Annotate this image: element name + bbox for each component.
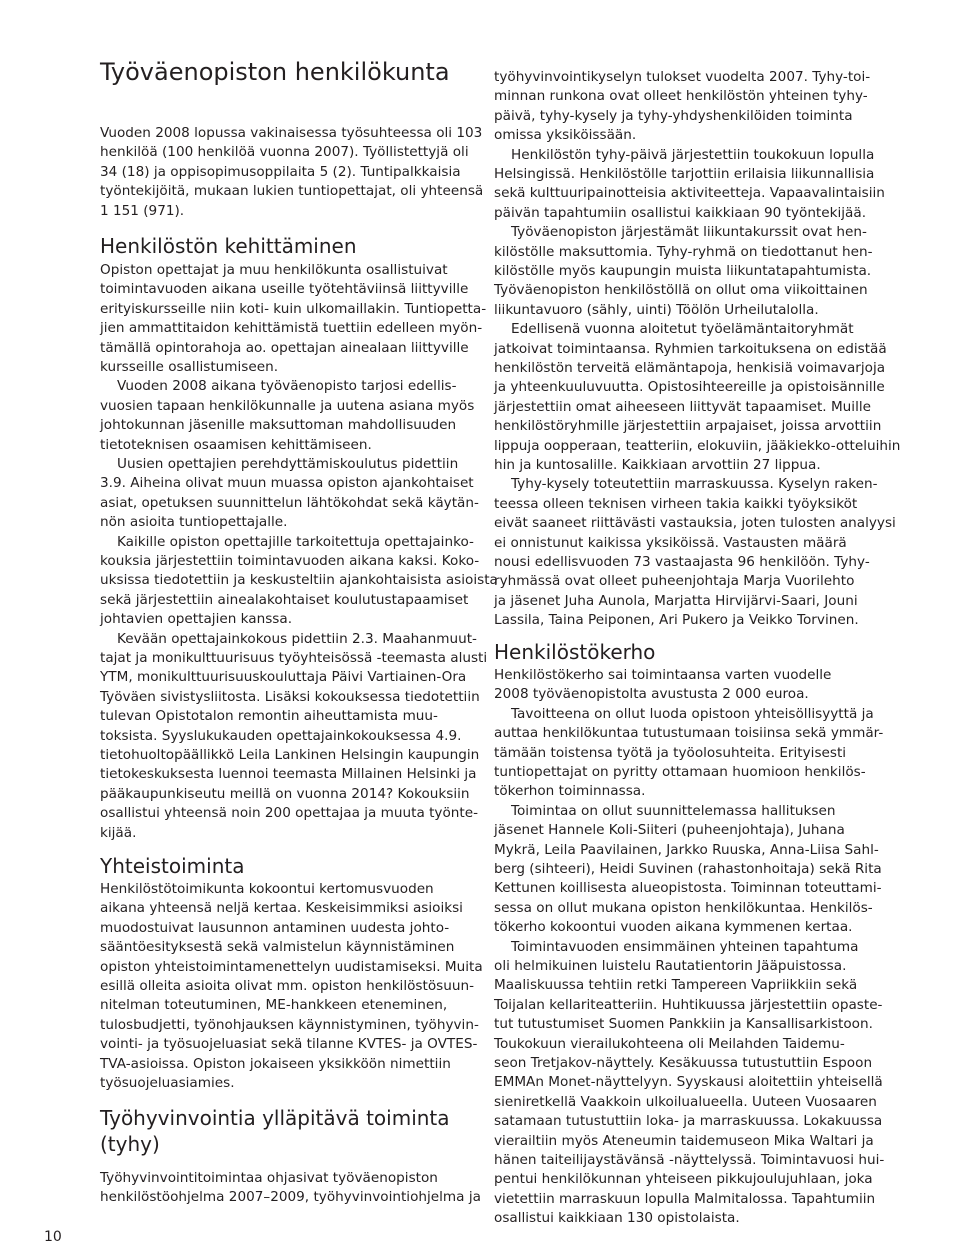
text-line: Lassila, Taina Peiponen, Ari Pukero ja Veikko Torvinen. — [494, 612, 859, 629]
text-line: sääntöesityksestä sekä valmistelun käynnistäminen — [100, 939, 455, 956]
section-heading-kerho: Henkilöstökerho — [494, 640, 656, 664]
text-line: kilöstölle myös kaupungin muista liikuntatapahtumista. — [494, 263, 872, 279]
text-line: 2008 työväenopistolta avustusta 2 000 euroa. — [494, 686, 809, 703]
text-line: erityiskursseille niin koti- kuin ulkomaillakin. Tuntiopetta- — [100, 300, 487, 317]
text-line: ja yhteenkuuluvuutta. Opistosihteereille ja opistoisännille — [494, 379, 885, 396]
text-line: päivä, tyhy-kysely ja tyhy-yhdyshenkilöiden toiminta — [494, 107, 853, 124]
text-line: Toimintaa on ollut suunnittelemassa hallituksen — [511, 802, 836, 819]
text-line: vierailtiin myös Ateneumin taidemuseon Mika Waltari ja — [494, 1132, 874, 1149]
text-line: satamaan tutustuttiin loka- ja marraskuussa. Lokakuussa — [494, 1113, 883, 1130]
text-line: päivän tapahtumiin osallistui kaikkiaan 90 työntekijää. — [494, 204, 867, 221]
text-line: jäsenet Hannele Koli-Siiteri (puheenjohtaja), Juhana — [494, 822, 845, 839]
text-line: sieniretkellä Vaakkoin ulkoilualueella. Uuteen Vuosaaren — [494, 1093, 877, 1110]
text-line: järjestettiin omat aiheeseen liittyvät tapaamiset. Muille — [494, 398, 871, 415]
text-line: osallistui kaikkiaan 130 opistolaista. — [494, 1210, 740, 1227]
text-line: eivät saaneet riittävästi vastauksia, joten tulosten analyysi — [494, 515, 896, 532]
text-line: teessa olleen teknisen virheen takia kaikki työyksiköt — [494, 495, 858, 512]
text-line: ei onnistunut kaikissa yksiköissä. Vastausten määrä — [494, 534, 847, 551]
text-line: Tavoitteena on ollut luoda opistoon yhteisöllisyyttä ja — [511, 705, 874, 722]
text-line: YTM, monikulttuurisuuskouluttaja Päivi Vartiainen-Ora — [100, 669, 467, 686]
text-line: tämään toistensa työtä ja työolosuhteita. Erityisesti — [494, 744, 847, 761]
text-line: kilöstölle maksuttomia. Tyhy-ryhmä on tiedottanut hen- — [494, 243, 873, 260]
text-line: omissa yksiköissään. — [494, 127, 637, 144]
text-line: 34 (18) ja oppisopimusoppilaita 5 (2). Tuntipalkkaisia — [100, 163, 461, 180]
section-heading-tyhy: Työhyvinvointia ylläpitävä toiminta — [100, 1106, 450, 1130]
text-line: työntekijöitä, mukaan lukien tuntiopettajat, oli yhteensä — [100, 183, 484, 200]
text-line: henkilöstöryhmille järjestettiin arpajaiset, joissa arvottiin — [494, 418, 882, 435]
text-line: TVA-asioissa. Opiston jokaiseen yksikköön nimettiin — [100, 1055, 451, 1072]
text-line: lippuja oopperaan, teatteriin, elokuviin, jääkiekko-otteluihin — [494, 437, 901, 454]
text-line: tökerho kokoontui vuoden aikana kymmenen kertaa. — [494, 919, 853, 936]
text-line: tuntiopettajat on pyritty ottamaan huomioon henkilös- — [494, 764, 866, 780]
text-line: tietohuoltopäällikkö Leila Lankinen Helsingin kaupungin — [100, 747, 480, 763]
text-line: sekä järjestettiin ainealakohtaiset koulutustapaamiset — [100, 591, 469, 608]
text-line: Toijalan kellariteatteriin. Huhtikuussa järjestettiin opaste- — [494, 996, 883, 1013]
text-line: tietokeskuksesta luennoi teemasta Millainen Helsinki ja — [100, 766, 477, 783]
page-number: 10 — [44, 1229, 62, 1245]
text-line: oli helmikuinen luistelu Rautatientorin Jääpuistossa. — [494, 958, 847, 974]
text-line: tietoteknisen osaamisen kehittämiseen. — [100, 436, 372, 453]
text-line: nousi edellisvuoden 73 vastaajasta 96 henkilöön. Tyhy- — [494, 554, 870, 570]
text-line: tökerhon toiminnassa. — [494, 783, 646, 800]
text-line: henkilöstöohjelma 2007–2009, työhyvinvointiohjelma ja — [100, 1189, 481, 1206]
text-line: tut tutustumiset Suomen Pankkiin ja Kansallisarkistoon. — [494, 1016, 873, 1033]
text-line: Uusien opettajien perehdyttämiskoulutus pidettiin — [117, 456, 459, 472]
text-line: kouksia järjestettiin toimintavuoden aikana kaksi. Koko- — [100, 553, 480, 569]
text-line: Vuoden 2008 lopussa vakinaisessa työsuhteessa oli 103 — [100, 125, 483, 141]
text-line: hin ja kuntosalille. Kaikkiaan arvottiin 27 lippua. — [494, 457, 821, 473]
text-line: vointi- ja työsuojeluasiat sekä tilanne KVTES- ja OVTES- — [100, 1036, 478, 1053]
text-line: Toimintavuoden ensimmäinen yhteinen tapahtuma — [511, 938, 859, 955]
text-line: tulosbudjetti, työnohjauksen käynnistyminen, työhyvin- — [100, 1016, 479, 1033]
text-line: Toukokuun vierailukohteena oli Meilahden Taidemu- — [494, 1035, 845, 1052]
text-line: liikuntavuoro (sähly, uinti) Töölön Urheilutalolla. — [494, 301, 819, 318]
section-heading-tyhy-abbr: (tyhy) — [100, 1132, 160, 1156]
text-line: vuosien tapaan henkilökunnalle ja uutena asiana myös — [100, 397, 475, 414]
text-line: henkilöä (100 henkilöä vuonna 2007). Työllistettyjä oli — [100, 144, 469, 161]
text-line: ryhmässä ovat olleet puheenjohtaja Marja Vuorilehto — [494, 573, 855, 590]
text-line: työsuojeluasiamies. — [100, 1075, 235, 1091]
text-line: Vuoden 2008 aikana työväenopisto tarjosi edellis- — [117, 378, 457, 395]
text-line: hänen taiteilijaystävänsä -näyttelyssä. Toimintavuosi hui- — [494, 1152, 885, 1168]
text-line: jien ammattitaidon kehittämistä tuettiin edelleen myön- — [100, 320, 483, 337]
text-line: 1 151 (971). — [100, 202, 185, 219]
text-line: Helsingissä. Henkilöstölle tarjottiin erilaisia liikunnallisia — [494, 166, 875, 182]
text-line: kursseille osallistumiseen. — [100, 359, 279, 375]
text-line: Maaliskuussa tehtiin retki Tampereen Vapriikkiin sekä — [494, 977, 858, 994]
text-line: nitelman toteutuminen, ME-hankkeen eteneminen, — [100, 997, 448, 1014]
section-heading-yhteistoiminta: Yhteistoiminta — [100, 854, 245, 878]
text-line: aikana yhteensä neljä kertaa. Keskeisimmiksi asioiksi — [100, 900, 463, 917]
text-line: osallistui yhteensä noin 200 opettajaa ja muuta työnte- — [100, 805, 479, 822]
text-line: työhyvinvointikyselyn tulokset vuodelta 2007. Tyhy-toi- — [494, 69, 871, 85]
text-line: 3.9. Aiheina olivat muun muassa opiston ajankohtaiset — [100, 475, 474, 492]
text-line: Työväenopiston järjestämät liikuntakurssit ovat hen- — [511, 224, 867, 241]
text-line: Edellisenä vuonna aloitetut työelämäntaitoryhmät — [511, 321, 854, 338]
text-line: kijää. — [100, 824, 137, 841]
text-line: esillä olleita asioita olivat mm. opiston henkilöstösuun- — [100, 978, 474, 994]
text-line: sessa on ollut mukana opiston henkilökuntaa. Henkilös- — [494, 899, 873, 916]
text-line: toksista. Syyslukukauden opettajainkokouksessa 4.9. — [100, 727, 462, 744]
text-line: henkilöstön terveitä elämäntapoja, henkisiä voimavarjoja — [494, 360, 886, 376]
text-line: tulevan Opistotalon remontin aiheuttamista muu- — [100, 708, 438, 725]
text-line: pääkaupunkiseutu meillä on vuonna 2014? Kokouksiin — [100, 785, 470, 802]
text-line: nön asioita tuntiopettajalle. — [100, 514, 288, 531]
text-line: seon Tretjakov-näyttely. Kesäkuussa tutustuttiin Espoon — [494, 1055, 873, 1071]
text-line: berg (sihteeri), Heidi Suvinen (rahastonhoitaja) sekä Rita — [494, 861, 882, 877]
page-title: Työväenopiston henkilökunta — [100, 58, 450, 86]
text-line: Henkilöstötoimikunta kokoontui kertomusvuoden — [100, 881, 434, 897]
text-line: Mykrä, Leila Paavilainen, Jarkko Ruuska, Anna-Liisa Sahl- — [494, 841, 879, 858]
text-line: Työväen sivistysliitosta. Lisäksi kokouksessa tiedotettiin — [100, 688, 480, 705]
text-line: Kettunen koillisesta alueopistosta. Toiminnan toteuttami- — [494, 880, 882, 897]
text-line: toimintavuoden aikana useille työtehtäviinsä liittyville — [100, 281, 469, 298]
text-line: asiat, opetuksen suunnittelun lähtökohdat sekä käytän- — [100, 494, 479, 511]
text-line: sekä kulttuuripainotteisia aktiviteetteja. Vapaavalintaisiin — [494, 185, 885, 202]
text-line: Työväenopiston henkilöstöllä on ollut oma viikoittainen — [494, 282, 868, 299]
text-line: auttaa henkilökuntaa tutustumaan toisiinsa sekä ymmär- — [494, 725, 884, 742]
section-heading-kehittaminen: Henkilöstön kehittäminen — [100, 234, 357, 258]
text-line: pentui henkilökunnan yhteiseen pikkujoulujuhlaan, joka — [494, 1171, 873, 1188]
text-line: muodostuivat lausunnon antaminen uudesta johto- — [100, 919, 450, 936]
text-line: ja jäsenet Juha Aunola, Marjatta Hirvijärvi-Saari, Jouni — [494, 592, 858, 609]
text-line: jatkoivat toimintaansa. Ryhmien tarkoituksena on edistää — [494, 340, 887, 357]
text-line: opiston yhteistoimintamenettelyn uudistamiseksi. Muita — [100, 958, 483, 975]
text-line: uksissa tiedotettiin ja keskusteltiin ajankohtaisista asioista — [100, 572, 498, 589]
text-line: minnan runkona ovat olleet henkilöstön yhteinen tyhy- — [494, 88, 868, 105]
text-line: Työhyvinvointitoimintaa ohjasivat työväenopiston — [100, 1170, 438, 1186]
text-line: Opiston opettajat ja muu henkilökunta osallistuivat — [100, 262, 448, 278]
text-line: Tyhy-kysely toteutettiin marraskuussa. Kyselyn raken- — [511, 476, 878, 493]
text-line: vietettiin marraskuun lopulla Malmitalossa. Tapahtumiin — [494, 1190, 876, 1207]
text-line: Henkilöstön tyhy-päivä järjestettiin toukokuun lopulla — [511, 146, 875, 163]
text-line: tajat ja monikulttuurisuus työyhteisössä -teemasta alusti — [100, 650, 488, 666]
text-line: johtokunnan jäsenille maksuttoman mahdollisuuden — [100, 417, 457, 434]
text-line: tämällä opintorahoja ao. opettajan ainealaan liittyville — [100, 339, 469, 356]
text-line: Kaikille opiston opettajille tarkoitettuja opettajainko- — [117, 533, 474, 550]
text-line: johtavien opettajien kanssa. — [100, 611, 293, 628]
text-line: Kevään opettajainkokous pidettiin 2.3. Maahanmuut- — [117, 630, 477, 647]
text-line: Henkilöstökerho sai toimintaansa varten vuodelle — [494, 667, 832, 683]
text-line: EMMAn Monet-näyttelyyn. Syyskausi aloitettiin yhteisellä — [494, 1074, 883, 1091]
